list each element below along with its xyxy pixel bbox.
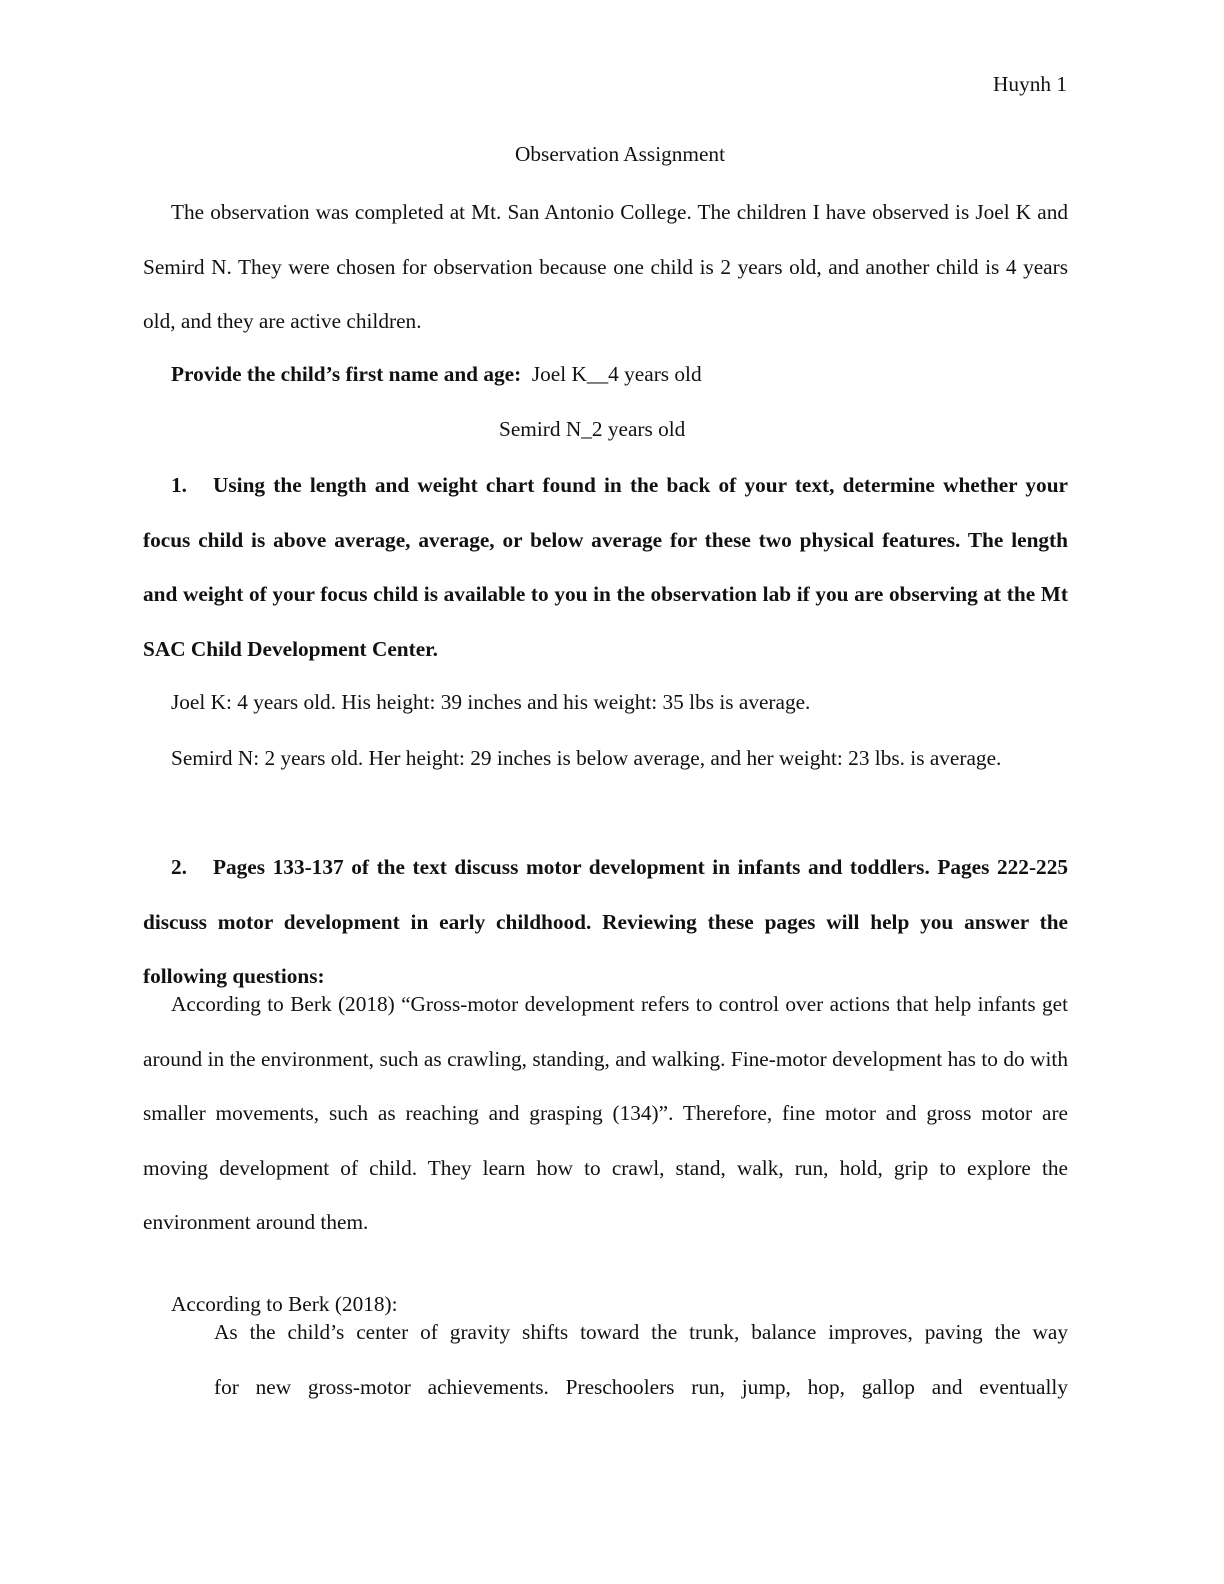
child-info-line (171, 362, 702, 387)
block-quote-line-2: for new gross-motor achievements. Preschoolers run, jump, hop, gallop and eventually (214, 1375, 1068, 1399)
question-1-number: 1. (171, 473, 187, 497)
child1-info: Joel K__4 years old (531, 362, 702, 386)
answer-2-paragraph: According to Berk (2018) “Gross-motor development refers to control over actions that help infants get around in the environment, such as crawling, standing, and walking. Fine-motor development has to do with smaller movements, such as reaching and grasping (134)”. Therefore, fine motor and gross motor are moving development of child. They learn how to crawl, stand, walk, run, hold, grip to explore the environment around them. (143, 992, 1068, 1235)
running-head: Huynh 1 (993, 72, 1067, 96)
quote-intro: According to Berk (2018): (171, 1292, 398, 1316)
intro-paragraph: The observation was completed at Mt. San Antonio College. The children I have observed is Joel K and Semird N. They were chosen for observation because one child is 2 years old, and another child is 4 years old, and they are active children. (143, 200, 1068, 334)
document-title: Observation Assignment (515, 142, 725, 166)
child2-info: Semird N_2 years old (499, 417, 686, 441)
answer-1-line-1: Joel K: 4 years old. His height: 39 inches and his weight: 35 lbs is average. (171, 690, 811, 714)
question-2-text: Pages 133-137 of the text discuss motor development in infants and toddlers. Pages 222-225 discuss motor development in early childhood. Reviewing these pages will help you answer the following questions: (143, 855, 1068, 989)
block-quote-line-1: As the child’s center of gravity shifts toward the trunk, balance improves, paving the way (214, 1320, 1068, 1344)
question-1-text: Using the length and weight chart found in the back of your text, determine whether your focus child is above average, average, or below average for these two physical features. The length and weight of your focus child is available to you in the observation lab if you are observing at the Mt SAC Child Development Center. (143, 473, 1068, 661)
question-1 (143, 458, 1068, 676)
question-2-number: 2. (171, 855, 187, 879)
child-info-label: Provide the child’s first name and age: (171, 362, 522, 386)
answer-1-line-2: Semird N: 2 years old. Her height: 29 inches is below average, and her weight: 23 lbs. is average. (171, 746, 1002, 770)
